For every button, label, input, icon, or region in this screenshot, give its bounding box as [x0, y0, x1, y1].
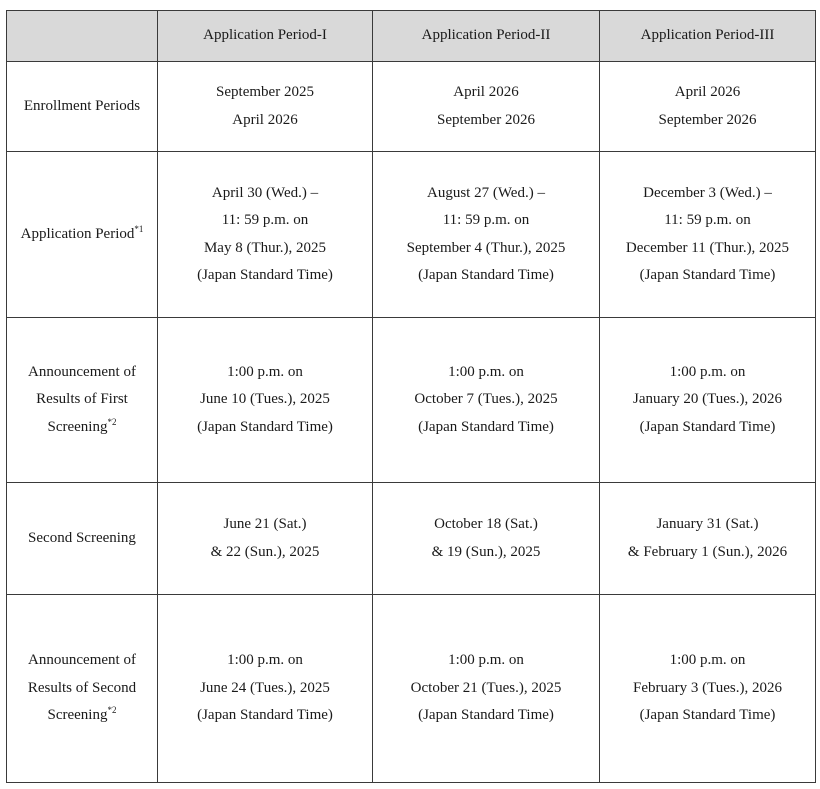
table-cell: [158, 595, 373, 783]
cell-line: February 3 (Tues.), 2026: [632, 679, 783, 696]
table-cell: [600, 483, 816, 595]
row-label: [7, 595, 158, 783]
table-cell: [373, 318, 600, 483]
cell-line: (Japan Standard Time): [197, 418, 333, 435]
cell-line: April 2026: [674, 84, 741, 100]
cell-line: (Japan Standard Time): [418, 267, 554, 283]
cell-line: 1:00 p.m. on: [448, 652, 524, 669]
table-cell: [600, 595, 816, 783]
table-cell: [373, 483, 600, 595]
row-label-text: Application Period: [20, 225, 135, 242]
footnote-marker: *1: [134, 223, 144, 234]
cell-line: & 19 (Sun.), 2025: [431, 543, 541, 560]
table-cell: [373, 62, 600, 152]
cell-line: December 11 (Thur.), 2025: [625, 239, 790, 256]
table-cell: [373, 595, 600, 783]
cell-line: September 4 (Thur.), 2025: [406, 239, 566, 256]
cell-line: (Japan Standard Time): [639, 267, 776, 283]
cell-line: April 2026: [453, 84, 519, 100]
table-cell: [158, 152, 373, 318]
table-cell: [158, 483, 373, 595]
table-cell: [158, 62, 373, 152]
row-label-text: Screening: [47, 707, 108, 724]
row-label-line: Results of First: [36, 391, 128, 408]
cell-line: October 7 (Tues.), 2025: [414, 391, 558, 408]
cell-line: October 18 (Sat.): [434, 516, 538, 532]
cell-line: & 22 (Sun.), 2025: [210, 543, 320, 560]
table-row-application-period: [7, 152, 816, 318]
cell-line: (Japan Standard Time): [197, 267, 333, 283]
header-cell-corner: [7, 11, 158, 62]
cell-line: 1:00 p.m. on: [669, 363, 746, 380]
row-label: [7, 62, 158, 152]
header-row: [7, 11, 816, 62]
table-row-enrollment-periods: [7, 62, 816, 152]
cell-line: January 31 (Sat.): [656, 516, 759, 532]
footnote-marker: *2: [107, 705, 117, 716]
footnote-marker: *2: [107, 416, 117, 427]
cell-line: August 27 (Wed.) –: [427, 184, 545, 201]
cell-line: 11: 59 p.m. on: [221, 212, 309, 228]
cell-line: September 2026: [437, 111, 535, 128]
cell-line: January 20 (Tues.), 2026: [632, 391, 783, 408]
table-row-second-screening-results: [7, 595, 816, 783]
row-label-line: [13, 221, 151, 249]
cell-line: 11: 59 p.m. on: [442, 212, 530, 228]
cell-line: 1:00 p.m. on: [448, 363, 524, 380]
header-cell-period-1: Application Period-I: [158, 11, 373, 62]
cell-line: June 21 (Sat.): [223, 516, 307, 532]
header-cell-period-2: Application Period-II: [373, 11, 600, 62]
row-label-line: Enrollment Periods: [23, 97, 141, 114]
cell-line: October 21 (Tues.), 2025: [410, 679, 562, 696]
table-cell: [600, 152, 816, 318]
table-row-first-screening-results: [7, 318, 816, 483]
row-label-line: Announcement of: [28, 363, 136, 380]
row-label-line: [13, 414, 151, 442]
cell-line: December 3 (Wed.) –: [643, 184, 772, 201]
row-label-line: [13, 702, 151, 730]
cell-line: April 30 (Wed.) –: [211, 184, 319, 201]
table-cell: [600, 62, 816, 152]
cell-line: (Japan Standard Time): [418, 707, 554, 724]
cell-line: 1:00 p.m. on: [669, 652, 746, 669]
header-cell-period-3: Application Period-III: [600, 11, 816, 62]
row-label-line: Second Screening: [28, 529, 136, 546]
cell-line: 11: 59 p.m. on: [664, 212, 751, 228]
row-label: [7, 483, 158, 595]
cell-line: April 2026: [232, 111, 298, 128]
cell-line: 1:00 p.m. on: [227, 652, 303, 669]
table-cell: [600, 318, 816, 483]
cell-line: May 8 (Thur.), 2025: [203, 239, 327, 256]
row-label-text: Screening: [47, 418, 108, 435]
table-cell: [158, 318, 373, 483]
cell-line: September 2026: [658, 111, 757, 128]
row-label-line: Announcement of: [28, 652, 136, 669]
table-cell: [373, 152, 600, 318]
row-label: [7, 318, 158, 483]
cell-line: (Japan Standard Time): [639, 707, 776, 724]
cell-line: (Japan Standard Time): [197, 707, 333, 724]
application-schedule-table: [6, 10, 816, 783]
table-row-second-screening: [7, 483, 816, 595]
cell-line: June 24 (Tues.), 2025: [200, 679, 330, 696]
cell-line: (Japan Standard Time): [418, 418, 554, 435]
cell-line: June 10 (Tues.), 2025: [200, 391, 330, 408]
row-label-line: Results of Second: [27, 679, 137, 696]
cell-line: September 2025: [216, 84, 314, 100]
cell-line: (Japan Standard Time): [639, 418, 776, 435]
cell-line: & February 1 (Sun.), 2026: [627, 543, 788, 560]
row-label: [7, 152, 158, 318]
cell-line: 1:00 p.m. on: [227, 363, 303, 380]
